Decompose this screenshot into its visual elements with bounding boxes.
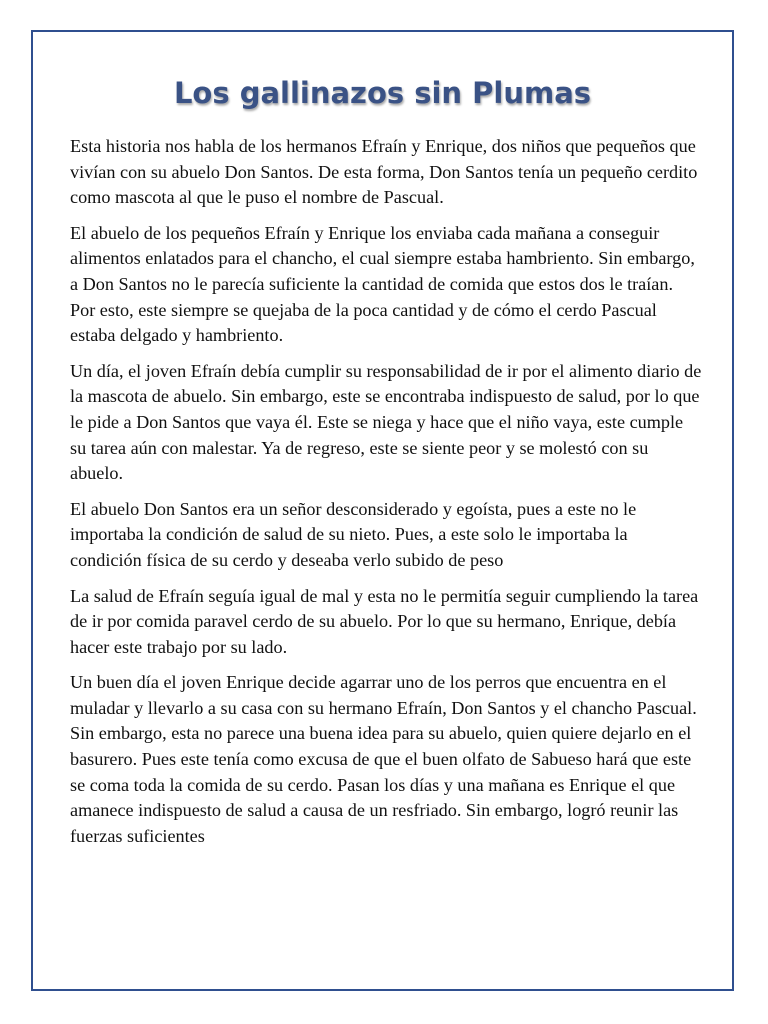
paragraph: El abuelo Don Santos era un señor desconsiderado y egoísta, pues a este no le importaba la condición de salud de su nieto. Pues, a este solo le importaba la condición física de su cerdo y deseaba verlo subido de peso <box>70 498 637 570</box>
paragraph: Esta historia nos habla de los hermanos Efraín y Enrique, dos niños que pequeños que vivían con su abuelo Don Santos. De esta forma, Don Santos tenía un pequeño cerdito como mascota al que le puso el nombre de Pascual. <box>70 136 698 208</box>
page-frame <box>31 30 734 991</box>
paragraph: La salud de Efraín seguía igual de mal y esta no le permitía seguir cumpliendo la tarea de ir por comida paravel cerdo de su abuelo. Por lo que su hermano, Enrique, debía hacer este trabajo por su lado. <box>70 585 699 657</box>
paragraph: Un buen día el joven Enrique decide agarrar uno de los perros que encuentra en el muladar y llevarlo a su casa con su hermano Efraín, Don Santos y el chancho Pascual. Sin embargo, esta no parece una buena idea para su abuelo, quien quiere dejarlo en el basurero. Pues este tenía como excusa de que el buen olfato de Sabueso hará que este se coma toda la comida de su cerdo. Pasan los días y una mañana es Enrique el que amanece indispuesto de salud a causa de un resfriado. Sin embargo, logró reunir las fuerzas suficientes <box>70 672 697 846</box>
document-body <box>70 134 702 859</box>
paragraph: Un día, el joven Efraín debía cumplir su responsabilidad de ir por el alimento diario de la mascota de abuelo. Sin embargo, este se encontraba indispuesto de salud, por lo que le pide a Don Santos que vaya él. Este se niega y hace que el niño vaya, este cumple su tarea aún con malestar. Ya de regreso, este se siente peor y se molestó con su abuelo. <box>70 360 702 484</box>
document-title: Los gallinazos sin Plumas <box>173 76 592 110</box>
paragraph: El abuelo de los pequeños Efraín y Enrique los enviaba cada mañana a conseguir alimentos enlatados para el chancho, el cual siempre estaba hambriento. Sin embargo, a Don Santos no le parecía suficiente la cantidad de comida que estos dos le traían. Por esto, este siempre se quejaba de la poca cantidad y de cómo el cerdo Pascual estaba delgado y hambriento. <box>70 222 695 346</box>
